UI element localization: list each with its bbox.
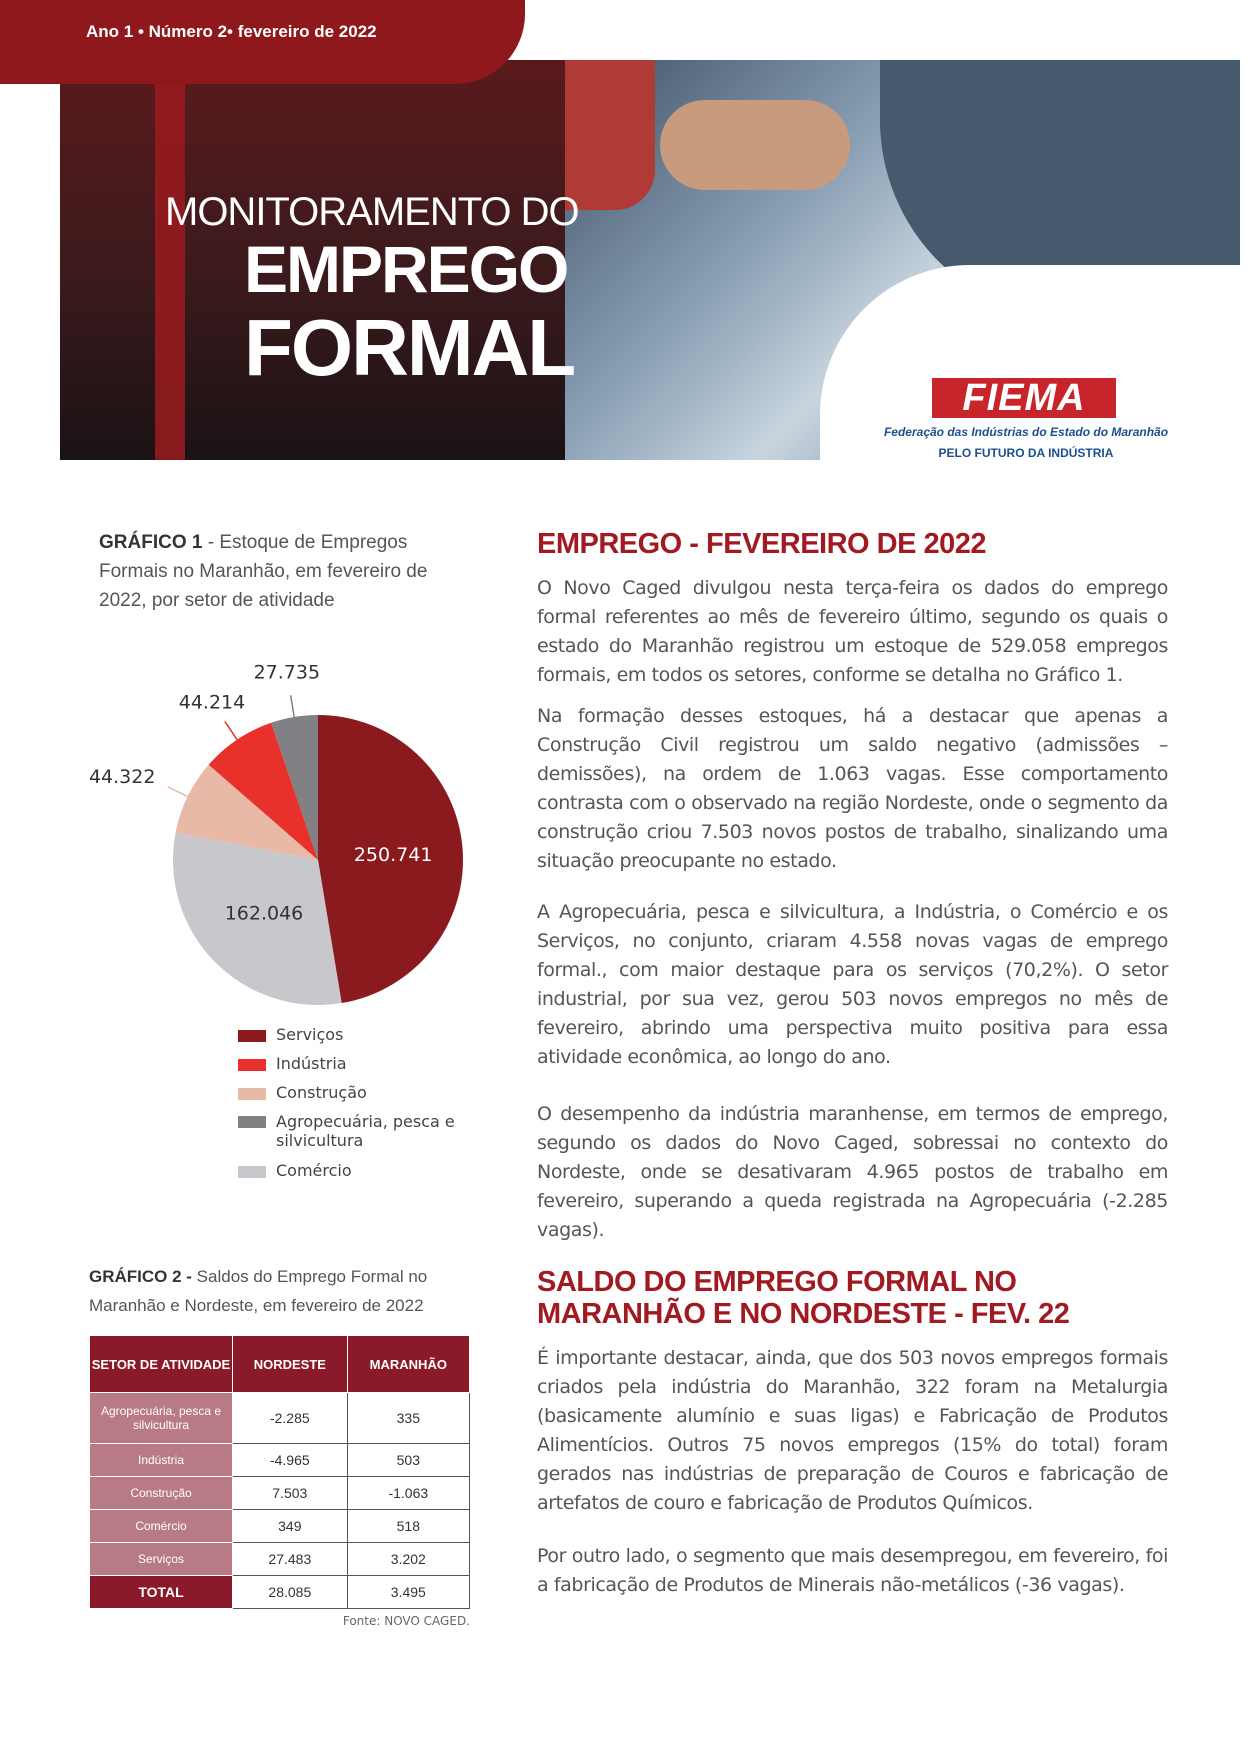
- table-cell: -1.063: [347, 1477, 469, 1510]
- table-total-row: [90, 1576, 470, 1609]
- table-row: [90, 1543, 470, 1576]
- legend-label: Comércio: [276, 1161, 352, 1180]
- legend-label: Agropecuária, pesca e: [276, 1112, 455, 1131]
- graph1-caption: [99, 528, 479, 615]
- table-header: SETOR DE ATIVIDADE: [90, 1336, 233, 1393]
- logo-subtitle: Federação das Indústrias do Estado do Maranhão: [883, 425, 1169, 439]
- pie-chart: [88, 640, 480, 1020]
- pie-label-1: 162.046: [224, 902, 304, 925]
- legend-swatch: [238, 1030, 266, 1042]
- pie-label-2: 44.322: [88, 765, 156, 788]
- section2-title-line-2: MARANHÃO E NO NORDESTE - FEV. 22: [537, 1298, 1070, 1330]
- table-cell: -4.965: [233, 1444, 348, 1477]
- table-header: MARANHÃO: [347, 1336, 469, 1393]
- fiema-logo: FIEMA: [932, 378, 1116, 418]
- legend-swatch: [238, 1088, 266, 1100]
- section2-paragraph-1: É importante destacar, ainda, que dos 503 novos empregos formais criados pela indústria do Maranhão, 322 foram na Metalurgia (basicamente alumínio e suas ligas) e Fabricação de Produtos Alimentícios. Outros 75 novos empregos (15% do total) foram gerados nas indústrias de preparação de Couros e fabricação de artefatos de couro e fabricação de Produtos Químicos.: [537, 1347, 1168, 1514]
- section2-paragraph-2: Por outro lado, o segmento que mais desempregou, em fevereiro, foi a fabricação de Produtos de Minerais não-metálicos (-36 vagas).: [537, 1545, 1168, 1596]
- title-line-2: EMPREGO: [244, 232, 568, 306]
- table-header-row: [90, 1336, 470, 1393]
- issue-info: Ano 1 • Número 2• fevereiro de 2022: [86, 22, 377, 41]
- section1-paragraph-3: A Agropecuária, pesca e silvicultura, a Indústria, o Comércio e os Serviços, no conjunto, criaram 4.558 novas vagas de emprego formal., com maior destaque para os serviços (70,2%). O setor industrial, por sua vez, gerou 503 novos empregos no mês de fevereiro, abrindo uma perspectiva muito positiva para essa atividade econômica, ao longo do ano.: [537, 901, 1168, 1068]
- section1-paragraph-4: O desempenho da indústria maranhense, em termos de emprego, segundo os dados do Novo Caged, sobressai no contexto do Nordeste, onde se desativaram 4.965 postos de trabalho em fevereiro, superando a queda registrada na Agropecuária (-2.285 vagas).: [537, 1103, 1168, 1241]
- logo-tagline: PELO FUTURO DA INDÚSTRIA: [938, 446, 1114, 460]
- pie-leader-line-4: [291, 695, 295, 719]
- legend-item-comercio: [238, 1161, 352, 1180]
- legend-item-agropecuaria: [238, 1112, 455, 1150]
- table-cell: 503: [347, 1444, 469, 1477]
- table-cell: 518: [347, 1510, 469, 1543]
- table-cell: -2.285: [233, 1393, 348, 1444]
- legend-label: Indústria: [276, 1054, 347, 1073]
- table-header: NORDESTE: [233, 1336, 348, 1393]
- graph2-caption: [89, 1262, 469, 1320]
- legend-label: Serviços: [276, 1025, 344, 1044]
- table-cell: 28.085: [233, 1576, 348, 1609]
- table-row: [90, 1444, 470, 1477]
- pie-label-3: 44.214: [178, 691, 246, 714]
- legend-swatch: [238, 1116, 266, 1128]
- legend-item-industria: [238, 1054, 347, 1073]
- section1-paragraph-1: O Novo Caged divulgou nesta terça-feira os dados do emprego formal referentes ao mês de fevereiro último, segundo os quais o estado do Maranhão registrou um estoque de 529.058 empregos formais, em todos os setores, conforme se detalha no Gráfico 1.: [537, 577, 1168, 686]
- graph2-caption-label: GRÁFICO 2 -: [89, 1267, 192, 1286]
- title-line-1: MONITORAMENTO DO: [165, 190, 579, 234]
- pie-leader-line-3: [225, 721, 238, 741]
- table-row: [90, 1477, 470, 1510]
- legend-label: Construção: [276, 1083, 367, 1102]
- table-cell: 27.483: [233, 1543, 348, 1576]
- graph1-caption-label: GRÁFICO 1: [99, 532, 203, 553]
- table-cell: Serviços: [90, 1543, 233, 1576]
- graph2-caption-text: Saldos do Emprego Formal no Maranhão e Nordeste, em fevereiro de 2022: [89, 1267, 428, 1315]
- table-cell: 349: [233, 1510, 348, 1543]
- pie-label-4: 27.735: [253, 661, 321, 684]
- section2-title-line-1: SALDO DO EMPREGO FORMAL NO: [537, 1266, 1017, 1298]
- saldos-table: [89, 1335, 470, 1609]
- table-cell: TOTAL: [90, 1576, 233, 1609]
- hero-sleeve-red: [565, 60, 655, 210]
- pie-leader-line-2: [168, 787, 190, 798]
- table-row: [90, 1510, 470, 1543]
- table-source: Fonte: NOVO CAGED.: [342, 1614, 470, 1628]
- section1-paragraph-2: Na formação desses estoques, há a destacar que apenas a Construção Civil registrou um saldo negativo (admissões – demissões), na ordem de 1.063 vagas. Esse comportamento contrasta com o observado na região Nordeste, onde o segmento da construção criou 7.503 novos postos de trabalho, sinalizando uma situação preocupante no estado.: [537, 705, 1168, 872]
- pie-label-0: 250.741: [353, 843, 433, 866]
- hero-red-accent: [155, 60, 185, 460]
- title-line-3: FORMAL: [244, 303, 575, 392]
- table-cell: Construção: [90, 1477, 233, 1510]
- table-row: [90, 1393, 470, 1444]
- graph1-caption-text: - Estoque de Empregos Formais no Maranhão, em fevereiro de 2022, por setor de atividade: [99, 532, 428, 611]
- table-cell: Agropecuária, pesca e silvicultura: [90, 1393, 233, 1444]
- table-cell: 335: [347, 1393, 469, 1444]
- legend-item-servicos: [238, 1025, 343, 1044]
- table-cell: Comércio: [90, 1510, 233, 1543]
- table-cell: 7.503: [233, 1477, 348, 1510]
- legend-item-construcao: [238, 1083, 367, 1102]
- legend-swatch: [238, 1059, 266, 1071]
- legend-label: silvicultura: [276, 1131, 364, 1150]
- table-cell: 3.495: [347, 1576, 469, 1609]
- section1-title: EMPREGO - FEVEREIRO DE 2022: [537, 528, 987, 560]
- handshake-graphic: [660, 100, 850, 190]
- table-cell: Indústria: [90, 1444, 233, 1477]
- table-cell: 3.202: [347, 1543, 469, 1576]
- legend-swatch: [238, 1166, 266, 1178]
- header-tab: [0, 0, 525, 84]
